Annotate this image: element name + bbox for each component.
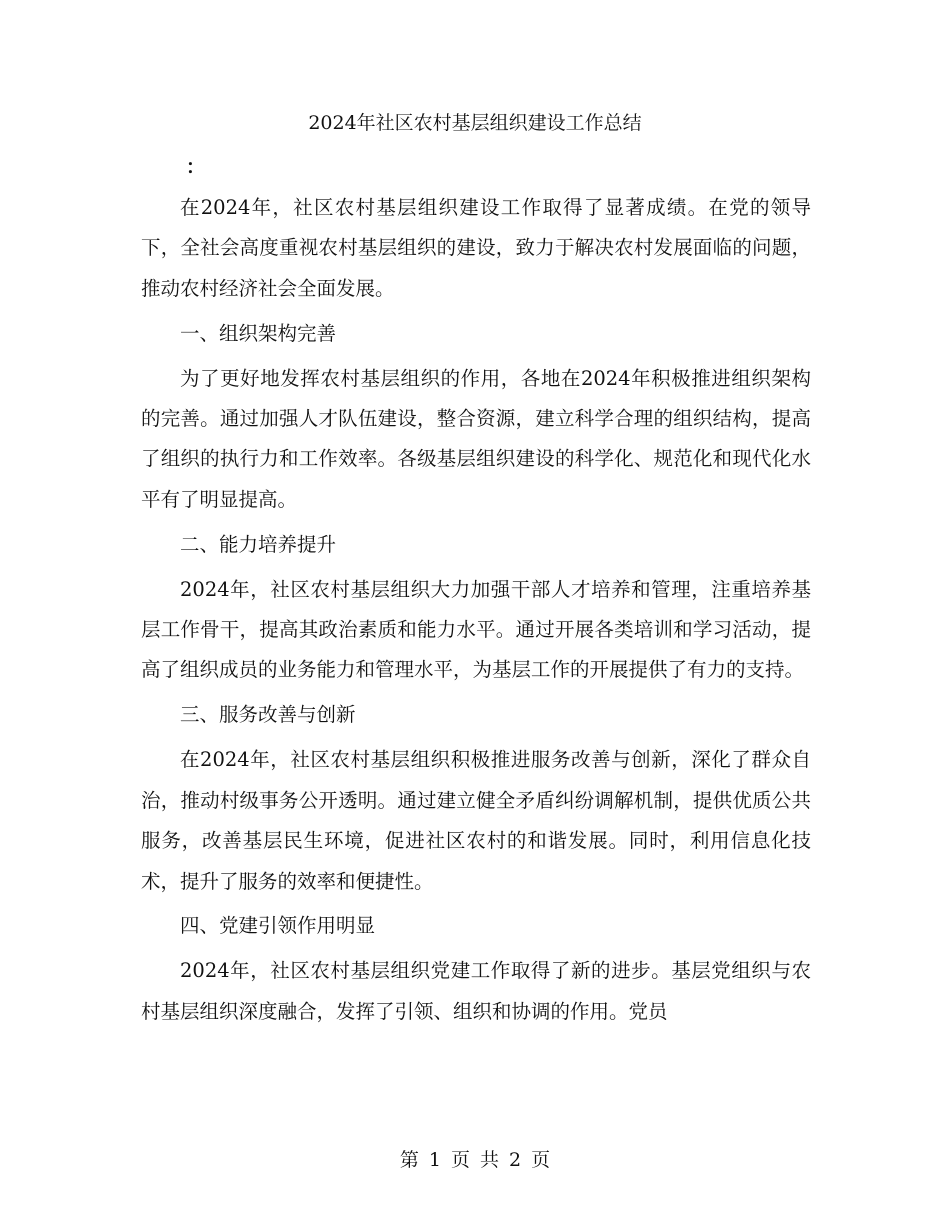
document-colon: ： <box>186 156 206 178</box>
document-title: 2024年社区农村基层组织建设工作总结 <box>308 112 642 134</box>
paragraph-section-1: 为了更好地发挥农村基层组织的作用，各地在2024年积极推进组织架构的完善。通过加强人才队伍建设，整合资源，建立科学合理的组织结构，提高了组织的执行力和工作效率。各级基层组织建设的科学化、规范化和现代化水平有了明显提高。 <box>141 366 811 511</box>
page-number-footer: 第 1 页 共 2 页 <box>399 1149 551 1171</box>
paragraph-section-4: 2024年，社区农村基层组织党建工作取得了新的进步。基层党组织与农村基层组织深度融合，发挥了引领、组织和协调的作用。党员 <box>141 959 811 1023</box>
section-heading-4: 四、党建引领作用明显 <box>180 914 376 938</box>
document-body <box>141 188 811 1037</box>
paragraph-intro: 在2024年，社区农村基层组织建设工作取得了显著成绩。在党的领导下，全社会高度重视农村基层组织的建设，致力于解决农村发展面临的问题，推动农村经济社会全面发展。 <box>141 196 811 300</box>
section-heading-3: 三、服务改善与创新 <box>180 703 356 727</box>
paragraph-section-2: 2024年，社区农村基层组织大力加强干部人才培养和管理，注重培养基层工作骨干，提高其政治素质和能力水平。通过开展各类培训和学习活动，提高了组织成员的业务能力和管理水平，为基层工作的开展提供了有力的支持。 <box>141 577 811 682</box>
section-heading-1: 一、组织架构完善 <box>180 321 337 345</box>
paragraph-section-3: 在2024年，社区农村基层组织积极推进服务改善与创新，深化了群众自治，推动村级事务公开透明。通过建立健全矛盾纠纷调解机制，提供优质公共服务，改善基层民生环境，促进社区农村的和谐发展。同时，利用信息化技术，提升了服务的效率和便捷性。 <box>141 748 811 893</box>
section-heading-2: 二、能力培养提升 <box>180 532 337 556</box>
